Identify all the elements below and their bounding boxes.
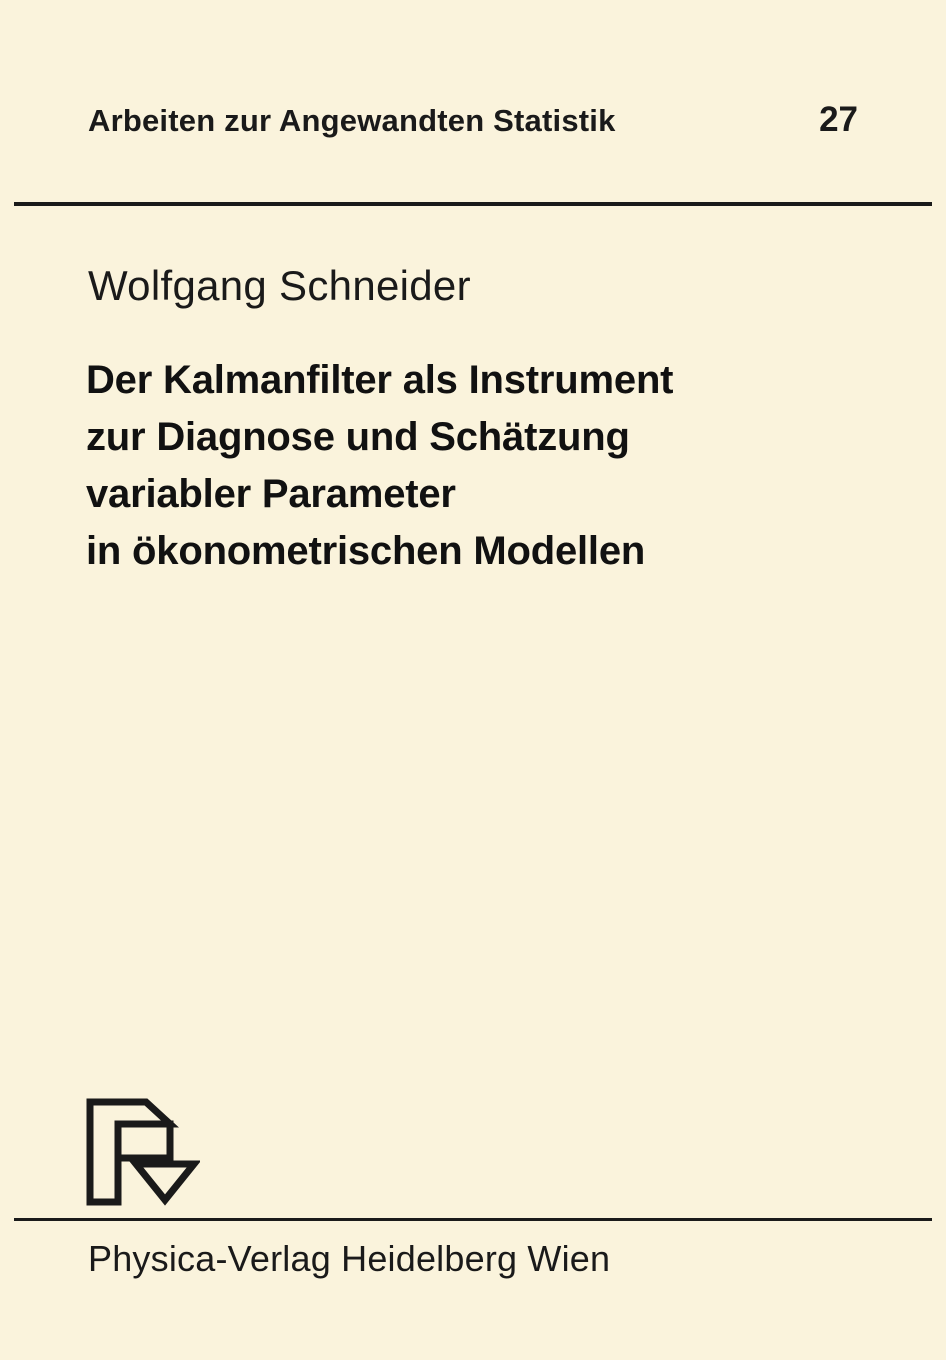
bottom-divider — [14, 1218, 932, 1221]
title-line: Der Kalmanfilter als Instrument — [86, 358, 674, 402]
series-header — [88, 100, 858, 140]
publisher-name: Physica-Verlag Heidelberg Wien — [88, 1238, 611, 1279]
physica-verlag-pv-logo-icon — [84, 1098, 200, 1206]
title-line: zur Diagnose und Schätzung — [86, 415, 630, 459]
title-line: in ökonometrischen Modellen — [86, 529, 646, 573]
top-divider — [14, 202, 932, 206]
author-name: Wolfgang Schneider — [88, 262, 471, 309]
series-title: Arbeiten zur Angewandten Statistik — [88, 103, 616, 138]
title-line: variabler Parameter — [86, 472, 456, 516]
book-title — [86, 352, 876, 580]
series-number: 27 — [819, 100, 858, 139]
